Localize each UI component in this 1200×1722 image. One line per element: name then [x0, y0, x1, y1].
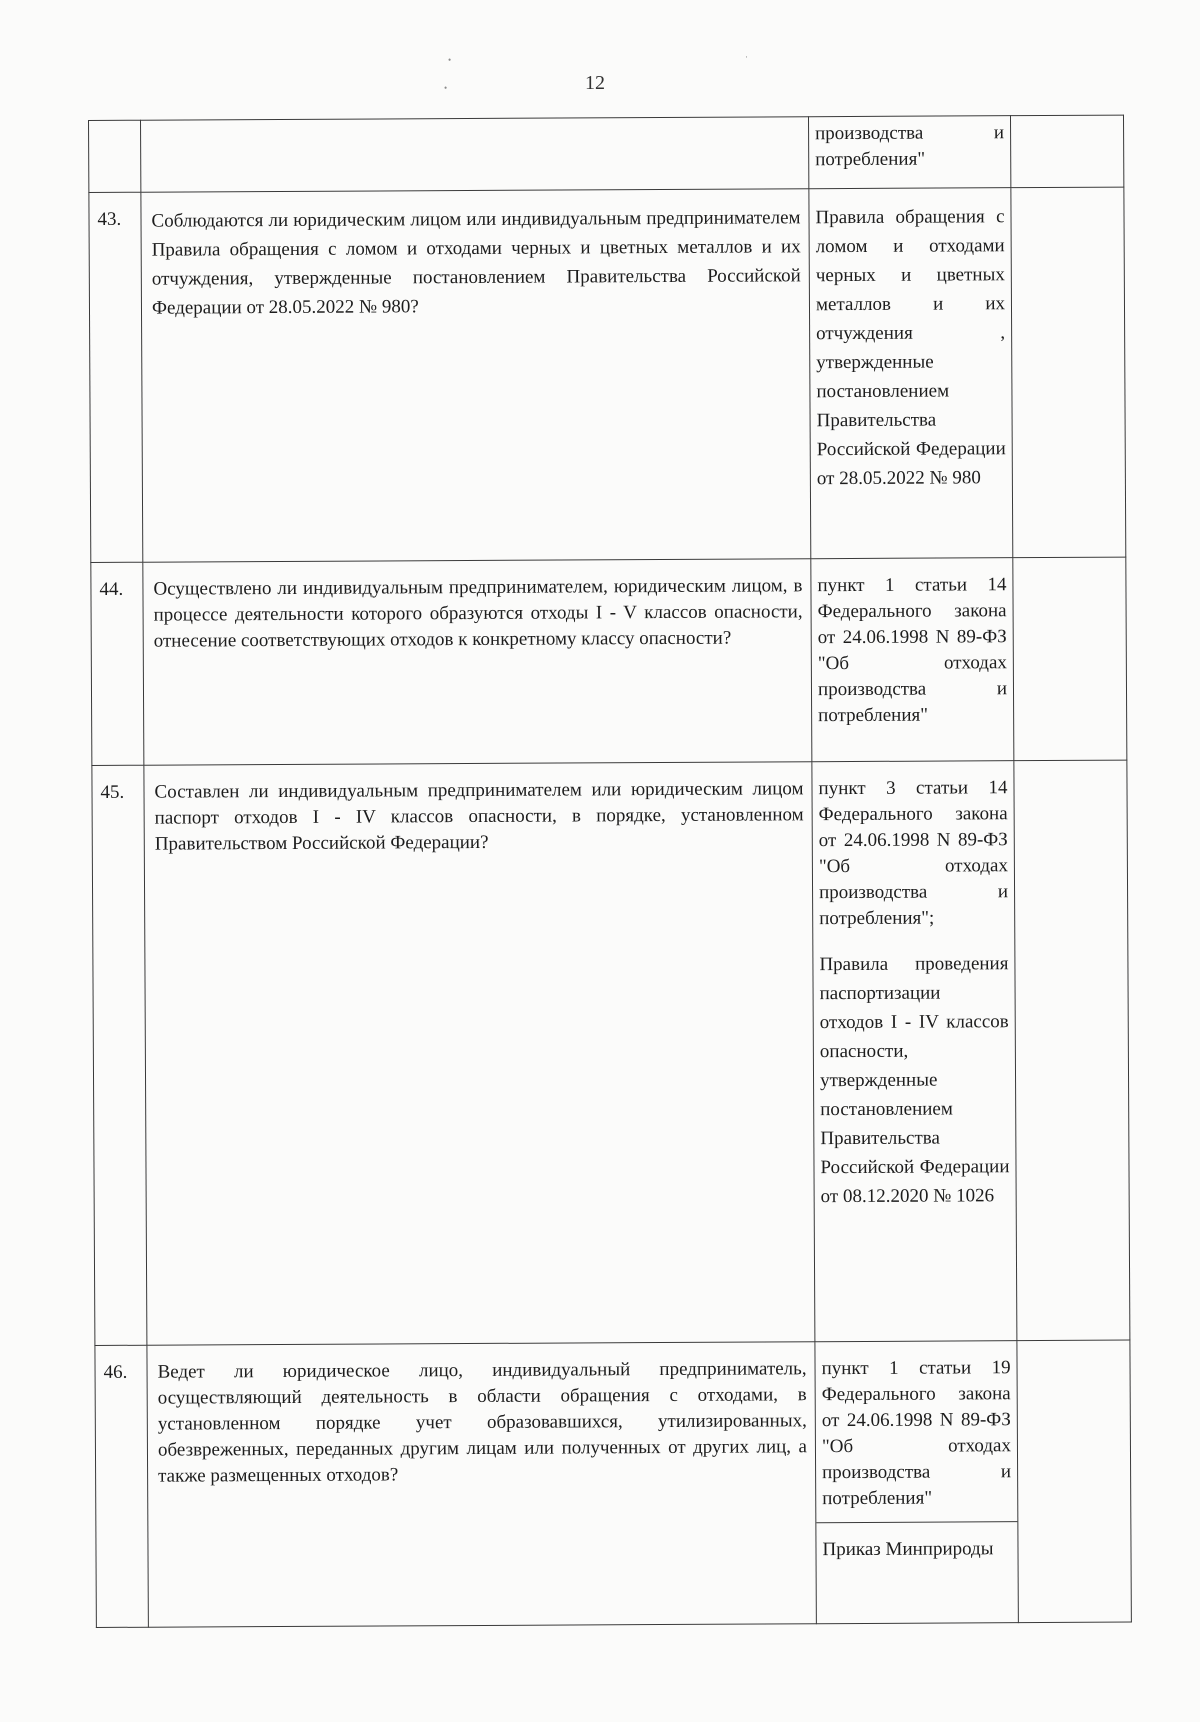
table-row — [89, 115, 1124, 192]
legal-basis — [809, 188, 1013, 559]
legal-basis-text: Правила проведения паспортизации отходов I - IV классов опасности, утвержденные постановлением Правительства Российской Федерации от 08.12.2020 № 1026 — [819, 953, 1010, 1208]
table-row — [95, 1340, 1131, 1627]
question-text: Осуществлено ли индивидуальным предпринимателем, юридическим лицом, в процессе деятельности которого образуются отходы I - V классов опасности, отнесение соответствующих отходов к конкретному классу опасности? — [143, 559, 812, 765]
legal-basis-text: пункт 1 статьи 14 Федерального закона от 24.06.1998 N 89-ФЗ "Об отходах производства и потребления" — [817, 574, 1008, 727]
legal-basis — [815, 1341, 1018, 1624]
mark-cell — [1011, 187, 1126, 558]
scan-speck: · — [745, 52, 748, 62]
question-text: Ведет ли юридическое лицо, индивидуальный предприниматель, осуществляющий деятельность в области обращения с отходами, в установленном порядке учет образовавшихся, утилизированных, обезвреженных, переданных другим лицам или полученных от других лиц, а также размещенных отходов? — [147, 1342, 816, 1627]
checklist-table — [88, 115, 1132, 1628]
legal-basis-text: пункт 3 статьи 14 Федерального закона от 24.06.1998 N 89-ФЗ "Об отходах производства и потребления"; — [818, 777, 1009, 930]
mark-cell — [1010, 115, 1123, 188]
table-row — [92, 760, 1130, 1345]
legal-basis — [812, 761, 1017, 1342]
table-row — [91, 557, 1127, 765]
mark-cell — [1013, 557, 1127, 761]
scan-speck: • — [448, 55, 452, 65]
legal-basis — [811, 558, 1014, 762]
table-row — [89, 187, 1126, 562]
row-number: 45. — [92, 765, 147, 1345]
legal-basis-text: производства и потребления" — [815, 122, 1005, 171]
mark-cell — [1017, 1340, 1131, 1623]
legal-basis — [808, 116, 1010, 189]
scan-speck: • — [444, 83, 448, 93]
mark-cell — [1014, 760, 1130, 1341]
question-text: Соблюдаются ли юридическим лицом или индивидуальным предпринимателем Правила обращения с ломом и отходами черных и цветных металлов и их отчуждения, утвержденные постановлением Правительства Российской Федерации от 28.05.2022 № 980? — [141, 189, 811, 562]
legal-basis-text: Правила обращения с ломом и отходами черных и цветных металлов и их отчуждения , утвержденные постановлением Правительства Российской Федерации от 28.05.2022 № 980 — [815, 206, 1006, 490]
legal-basis-subcell — [816, 1521, 1017, 1563]
legal-basis-text: пункт 1 статьи 19 Федерального закона от 24.06.1998 N 89-ФЗ "Об отходах производства и потребления" — [821, 1357, 1012, 1510]
row-number — [89, 120, 141, 192]
question-text — [141, 117, 809, 192]
row-number: 43. — [89, 192, 143, 562]
row-number: 44. — [91, 562, 144, 765]
row-number: 46. — [95, 1345, 148, 1627]
legal-basis-text: Приказ Минприроды — [822, 1538, 994, 1561]
page-number: 12 — [585, 72, 605, 94]
question-text: Составлен ли индивидуальным предпринимателем или юридическим лицом паспорт отходов I - IV классов опасности, в порядке, установленном Правительством Российской Федерации? — [144, 762, 815, 1345]
